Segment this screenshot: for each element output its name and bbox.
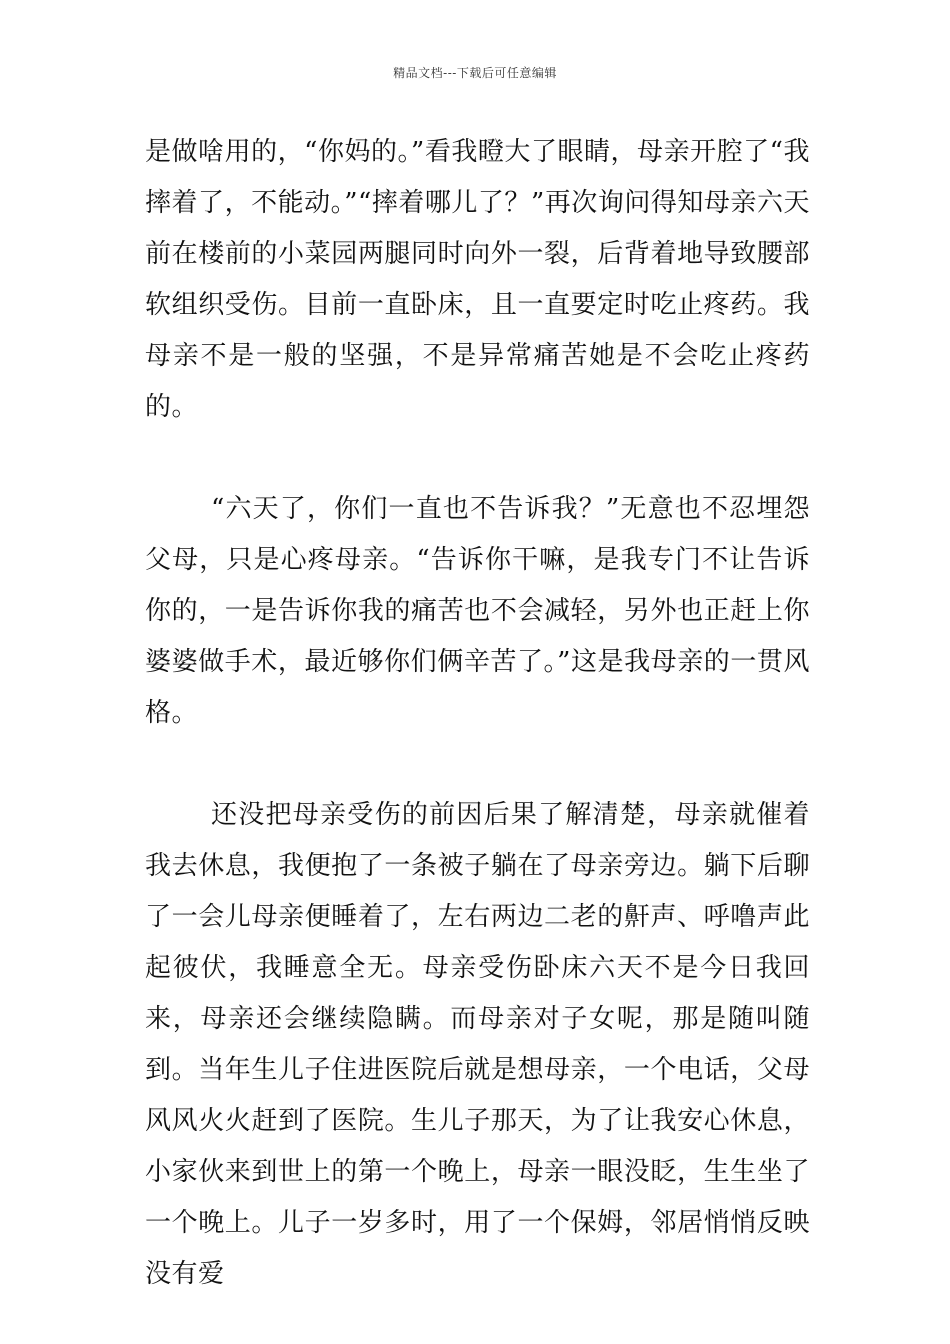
paragraph-3: 还没把母亲受伤的前因后果了解清楚，母亲就催着我去休息，我便抱了一条被子躺在了母亲旁边。躺下后聊了一会儿母亲便睡着了，左右两边二老的鼾声、呼噜声此起彼伏，我睡意全无。母亲受伤卧床六天不是今日我回来，母亲还会继续隐瞒。而母亲对子女呢，那是随叫随到。当年生儿子住进医院后就是想母亲，一个电话，父母风风火火赶到了医院。生儿子那天，为了让我安心休息，小家伙来到世上的第一个晚上，母亲一眼没眨，生生坐了一个晚上。儿子一岁多时，用了一个保姆，邻居悄悄反映没有爱	[145, 800, 810, 1289]
page-header: 精品文档---下载后可任意编辑	[393, 66, 557, 80]
paragraph-2: “六天了，你们一直也不告诉我？”无意也不忍埋怨父母，只是心疼母亲。“告诉你干嘛，是我专门不让告诉你的，一是告诉你我的痛苦也不会减轻，另外也正赶上你婆婆做手术，最近够你们俩辛苦了。”这是我母亲的一贯风格。	[145, 494, 810, 728]
paragraph-1: 是做啥用的，“你妈的。”看我瞪大了眼睛，母亲开腔了“我摔着了，不能动。”“摔着哪儿了？”再次询问得知母亲六天前在楼前的小菜园两腿同时向外一裂，后背着地导致腰部软组织受伤。目前一直卧床，且一直要定时吃止疼药。我母亲不是一般的坚强，不是异常痛苦她是不会吃止疼药的。	[145, 137, 810, 422]
document-body	[145, 127, 810, 1300]
